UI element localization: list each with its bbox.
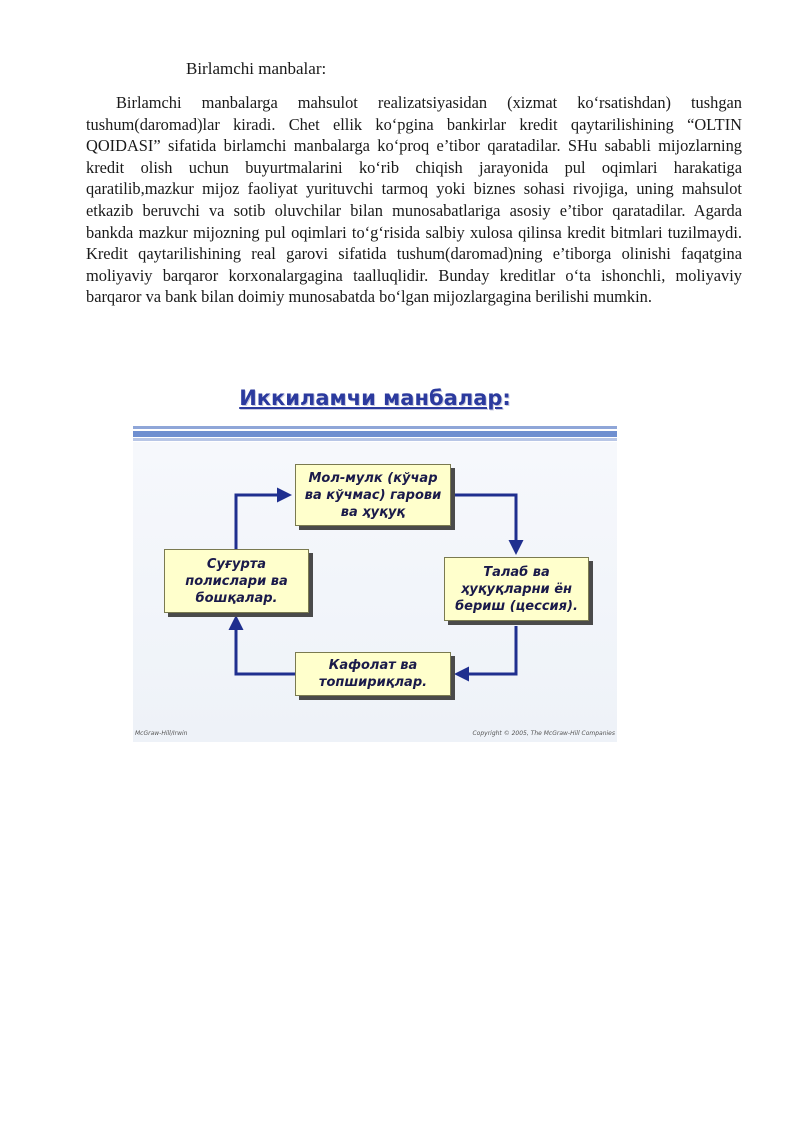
secondary-sources-diagram bbox=[133, 386, 617, 742]
arrow-top-to-right bbox=[455, 495, 516, 552]
body-paragraph: Birlamchi manbalarga mahsulot realizatsiyasidan (xizmat ko‘rsatishdan) tushgan tushum(daromad)lar kiradi. Chet ellik ko‘pgina bankirlar kredit qaytarilishining “OLTIN QOIDASI” sifatida birlamchi manbalarga ko‘proq e’tibor qaratadilar. SHu sababli mijozlarning kredit olish uchun buyurtmalarini ko‘rib chiqish jarayonida pul oqimlari harakatiga qaratilib,mazkur mijoz faoliyat yurituvchi tarmoq yoki biznes sohasi rivojiga, uning mahsulot etkazib beruvchi va sotib oluvchilar bilan munosabatlariga asosiy e’tibor qaratadilar. Agarda bankda mazkur mijozning pul oqimlari to‘g‘risida salbiy xulosa qilinsa kredit bitmlari tuzilmaydi. Kredit qaytarilishining real garovi sifatida tushum(daromad)ning e’tiborga olinishi faqatgina moliyaviy barqaror korxonalargagina taalluqlidir. Bunday kreditlar o‘ta ishonchli, moliyaviy barqaror va bank bilan doimiy munosabatda bo‘lgan mijozlargagina berilishi mumkin. bbox=[86, 93, 742, 307]
diagram-title-text: Иккиламчи манбалар bbox=[239, 386, 503, 410]
arrow-bottom-to-left bbox=[236, 618, 295, 674]
footer-publisher: McGraw-Hill/Irwin bbox=[135, 730, 188, 737]
arrow-left-to-top bbox=[236, 495, 289, 549]
diagram-title-colon: : bbox=[502, 386, 511, 410]
box-cession: Талаб ва ҳуқуқларни ён бериш (цессия). bbox=[444, 557, 589, 621]
section-heading: Birlamchi manbalar: bbox=[186, 59, 327, 78]
box-collateral: Мол-мулк (кўчар ва кўчмас) гарови ва ҳуқуқ bbox=[295, 464, 451, 526]
footer-copyright: Copyright © 2005, The McGraw-Hill Companies bbox=[472, 730, 615, 737]
arrow-right-to-bottom bbox=[457, 626, 516, 674]
box-insurance: Суғурта полислари ва бошқалар. bbox=[164, 549, 309, 613]
box-guarantee: Кафолат ва топшириқлар. bbox=[295, 652, 451, 696]
